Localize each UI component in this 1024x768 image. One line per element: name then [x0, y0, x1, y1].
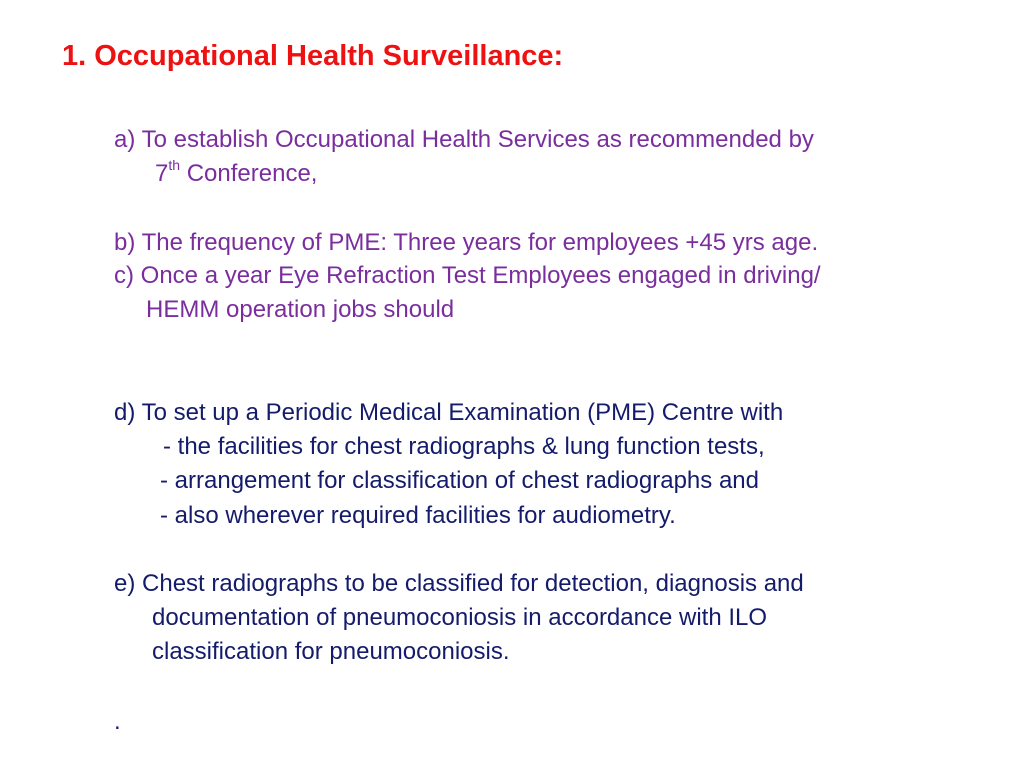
item-e-line-2: documentation of pneumoconiosis in accordance with ILO: [152, 604, 768, 631]
item-e-line-1: e) Chest radiographs to be classified for detection, diagnosis and: [114, 570, 804, 597]
item-d-line-3: - arrangement for classification of chest radiographs and: [160, 467, 759, 494]
item-a-line-1: a) To establish Occupational Health Services as recommended by: [114, 126, 814, 153]
item-a-line-2-text: Conference,: [180, 160, 318, 187]
item-a-ordinal-number: 7: [155, 160, 169, 187]
item-c-line-2: HEMM operation jobs should: [146, 296, 455, 323]
slide-title: 1. Occupational Health Surveillance:: [62, 40, 564, 72]
item-a-line-2: [155, 157, 318, 188]
item-d-line-4: - also wherever required facilities for audiometry.: [160, 502, 676, 529]
item-d-line-1: d) To set up a Periodic Medical Examination (PME) Centre with: [114, 399, 784, 426]
item-d-line-2: - the facilities for chest radiographs & lung function tests,: [163, 433, 765, 460]
item-c-line-1: c) Once a year Eye Refraction Test Employees engaged in driving/: [114, 262, 821, 289]
item-e-line-3: classification for pneumoconiosis.: [152, 638, 510, 665]
item-a-ordinal-suffix: th: [168, 157, 181, 173]
trailing-dot: .: [114, 708, 121, 735]
item-b-line-1: b) The frequency of PME: Three years for employees +45 yrs age.: [114, 229, 819, 256]
